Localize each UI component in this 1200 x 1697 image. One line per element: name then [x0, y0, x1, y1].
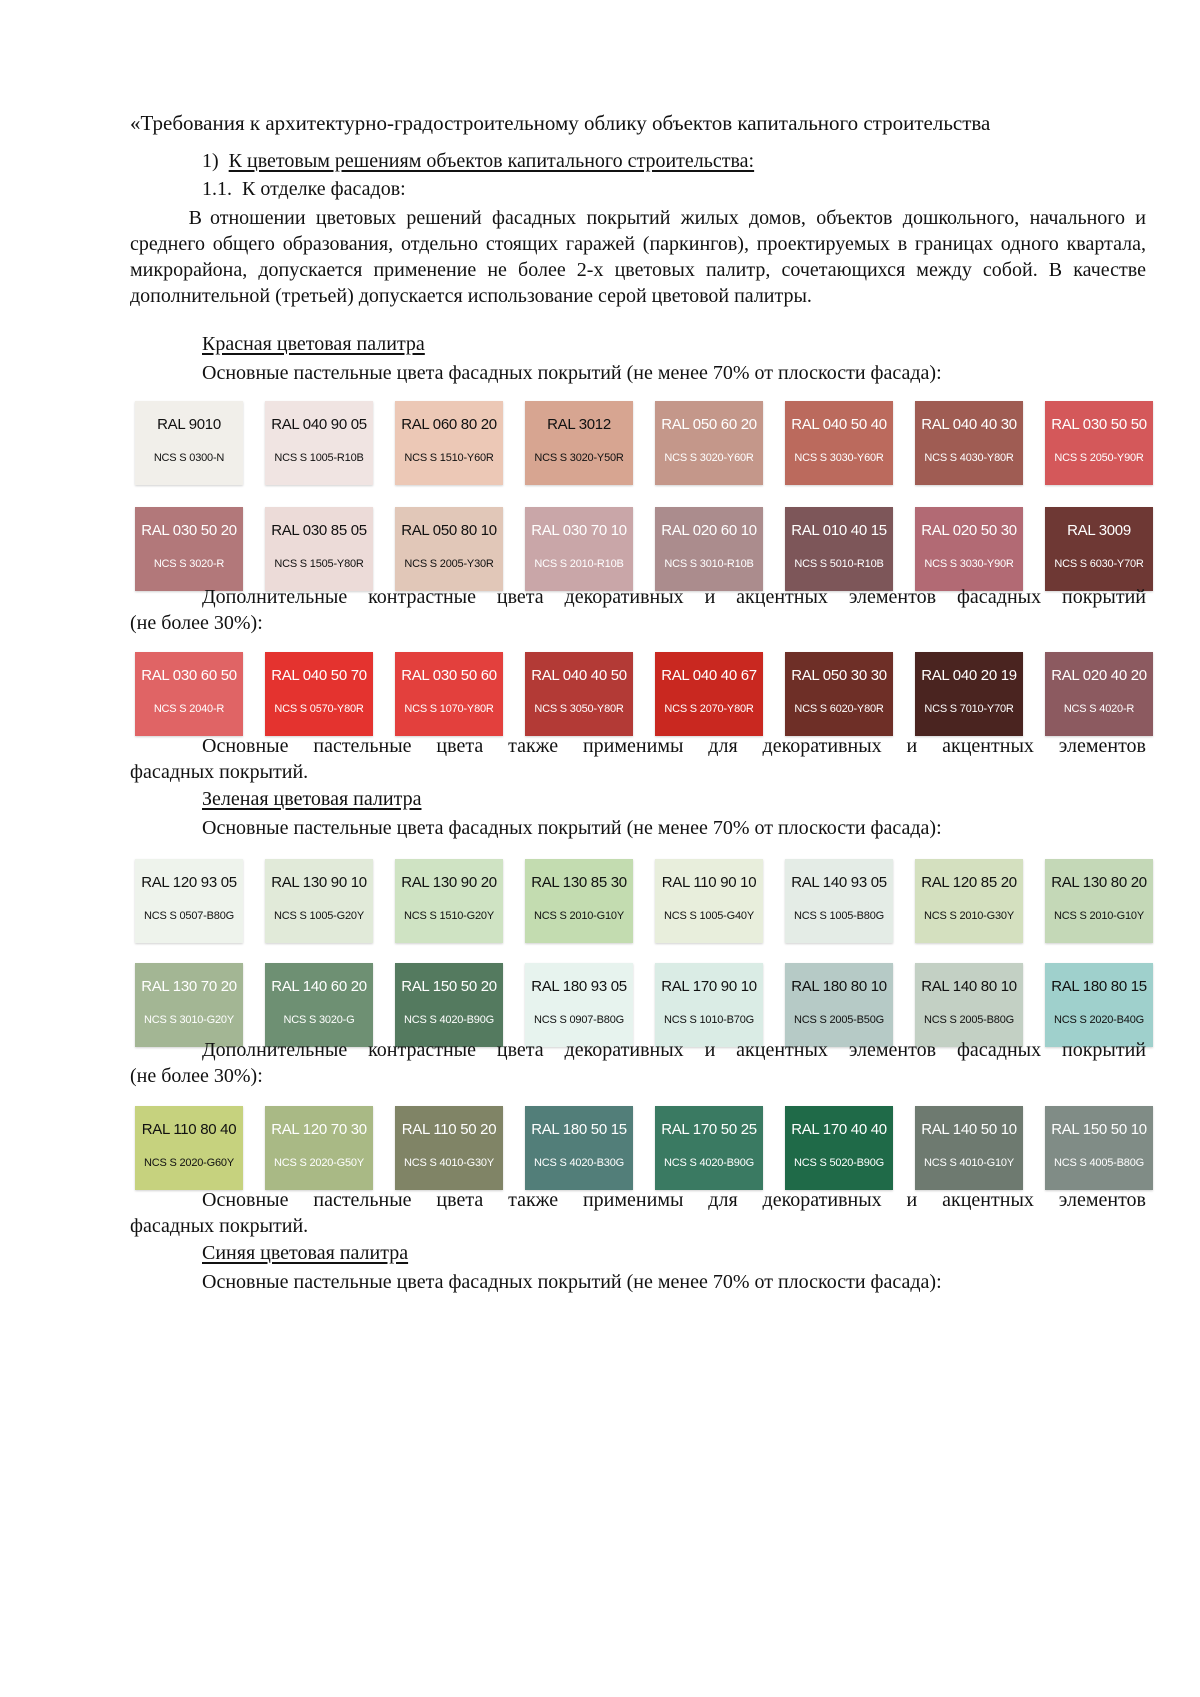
document-title: «Требования к архитектурно-градостроительному облику объектов капитального строительства	[130, 111, 991, 135]
red-note-cont: фасадных покрытий.	[130, 761, 309, 783]
swatch-ncs-code: NCS S 3010-R10B	[664, 558, 754, 570]
color-swatch	[785, 401, 893, 485]
color-swatch	[1045, 507, 1153, 591]
swatch-ncs-code: NCS S 2010-G10Y	[1054, 910, 1144, 922]
swatch-ral-code: RAL 030 85 05	[271, 522, 367, 539]
swatch-ral-code: RAL 140 93 05	[791, 874, 887, 891]
swatch-ral-code: RAL 050 30 30	[791, 667, 887, 684]
swatch-ncs-code: NCS S 2040-R	[153, 703, 225, 715]
green-main-caption: Основные пастельные цвета фасадных покрытий (не менее 70% от плоскости фасада):	[202, 817, 942, 839]
color-swatch	[1045, 963, 1153, 1047]
subsection-number: 1.1.	[202, 178, 232, 200]
swatch-ncs-code: NCS S 6030-Y70R	[1054, 558, 1144, 570]
green-palette-heading: Зеленая цветовая палитра	[202, 788, 422, 810]
swatch-ral-code: RAL 040 40 67	[661, 667, 757, 684]
color-swatch	[655, 401, 763, 485]
swatch-ral-code: RAL 040 50 70	[271, 667, 367, 684]
swatch-ral-code: RAL 150 50 10	[1051, 1121, 1147, 1138]
color-swatch	[785, 1106, 893, 1190]
swatch-ncs-code: NCS S 0507-B80G	[144, 910, 234, 922]
color-swatch	[265, 963, 373, 1047]
swatch-ncs-code: NCS S 2005-B50G	[794, 1014, 884, 1026]
red-accent-swatches	[135, 652, 1155, 736]
color-swatch	[655, 859, 763, 943]
swatch-ral-code: RAL 150 50 20	[401, 978, 497, 995]
color-swatch	[265, 401, 373, 485]
swatch-ral-code: RAL 030 50 50	[1051, 416, 1147, 433]
swatch-ncs-code: NCS S 1005-R10B	[274, 452, 364, 464]
swatch-ncs-code: NCS S 2020-B40G	[1054, 1014, 1144, 1026]
swatch-ncs-code: NCS S 0300-N	[153, 452, 225, 464]
red-note: Основные пастельные цвета также применимы для декоративных и акцентных элементов	[202, 735, 1146, 757]
swatch-ncs-code: NCS S 2020-G60Y	[144, 1157, 234, 1169]
swatch-ral-code: RAL 130 90 20	[401, 874, 497, 891]
swatch-ral-code: RAL 130 90 10	[271, 874, 367, 891]
swatch-ncs-code: NCS S 4005-B80G	[1054, 1157, 1144, 1169]
swatch-ral-code: RAL 110 90 10	[661, 874, 757, 891]
swatch-ral-code: RAL 040 90 05	[271, 416, 367, 433]
color-swatch	[395, 401, 503, 485]
swatch-ral-code: RAL 110 80 40	[141, 1121, 237, 1138]
swatch-ncs-code: NCS S 2010-G10Y	[534, 910, 624, 922]
color-swatch	[1045, 1106, 1153, 1190]
green-accent-swatches	[135, 1106, 1155, 1190]
green-accent-caption: Дополнительные контрастные цвета декоративных и акцентных элементов фасадных покрытий	[202, 1039, 1146, 1061]
subsection-label: К отделке фасадов:	[242, 178, 406, 200]
swatch-ral-code: RAL 130 70 20	[141, 978, 237, 995]
swatch-ncs-code: NCS S 3020-Y50R	[534, 452, 624, 464]
swatch-ncs-code: NCS S 3020-Y60R	[664, 452, 754, 464]
swatch-ral-code: RAL 040 50 40	[791, 416, 887, 433]
swatch-ral-code: RAL 050 80 10	[401, 522, 497, 539]
swatch-ncs-code: NCS S 1510-G20Y	[404, 910, 494, 922]
subsection-heading	[202, 176, 1146, 202]
swatch-ral-code: RAL 020 60 10	[661, 522, 757, 539]
swatch-ncs-code: NCS S 3050-Y80R	[534, 703, 624, 715]
section-heading	[202, 148, 1146, 174]
swatch-ncs-code: NCS S 6020-Y80R	[794, 703, 884, 715]
swatch-ral-code: RAL 040 40 30	[921, 416, 1017, 433]
swatch-ncs-code: NCS S 2005-Y30R	[404, 558, 494, 570]
swatch-ncs-code: NCS S 2005-B80G	[924, 1014, 1014, 1026]
swatch-ral-code: RAL 040 20 19	[921, 667, 1017, 684]
blue-main-caption: Основные пастельные цвета фасадных покрытий (не менее 70% от плоскости фасада):	[202, 1271, 942, 1293]
intro-paragraph	[130, 205, 1146, 309]
color-swatch	[655, 1106, 763, 1190]
color-swatch	[655, 507, 763, 591]
color-swatch	[785, 652, 893, 736]
swatch-ral-code: RAL 170 40 40	[791, 1121, 887, 1138]
color-swatch	[655, 652, 763, 736]
swatch-ncs-code: NCS S 1070-Y80R	[404, 703, 494, 715]
swatch-ral-code: RAL 120 93 05	[141, 874, 237, 891]
color-swatch	[395, 1106, 503, 1190]
color-swatch	[265, 507, 373, 591]
swatch-ral-code: RAL 050 60 20	[661, 416, 757, 433]
swatch-ral-code: RAL 040 40 50	[531, 667, 627, 684]
red-main-caption: Основные пастельные цвета фасадных покрытий (не менее 70% от плоскости фасада):	[202, 362, 942, 384]
color-swatch	[785, 507, 893, 591]
color-swatch	[915, 401, 1023, 485]
section-label: К цветовым решениям объектов капитального строительства:	[228, 150, 755, 172]
green-note-cont: фасадных покрытий.	[130, 1215, 309, 1237]
green-accent-caption-cont: (не более 30%):	[130, 1065, 263, 1087]
swatch-ncs-code: NCS S 7010-Y70R	[924, 703, 1014, 715]
section-number: 1)	[202, 150, 219, 172]
swatch-ral-code: RAL 130 80 20	[1051, 874, 1147, 891]
swatch-ncs-code: NCS S 3030-Y90R	[924, 558, 1014, 570]
color-swatch	[525, 652, 633, 736]
swatch-ncs-code: NCS S 5020-B90G	[794, 1157, 884, 1169]
color-swatch	[395, 859, 503, 943]
swatch-ral-code: RAL 140 50 10	[921, 1121, 1017, 1138]
swatch-ral-code: RAL 180 93 05	[531, 978, 627, 995]
swatch-ncs-code: NCS S 1010-B70G	[664, 1014, 754, 1026]
color-swatch	[265, 1106, 373, 1190]
color-swatch	[915, 963, 1023, 1047]
color-swatch	[135, 652, 243, 736]
swatch-ncs-code: NCS S 4020-R	[1063, 703, 1135, 715]
swatch-ncs-code: NCS S 4010-G30Y	[404, 1157, 494, 1169]
color-swatch	[265, 859, 373, 943]
color-swatch	[785, 963, 893, 1047]
color-swatch	[915, 859, 1023, 943]
swatch-ncs-code: NCS S 1005-G20Y	[274, 910, 364, 922]
color-swatch	[785, 859, 893, 943]
swatch-ncs-code: NCS S 4010-G10Y	[924, 1157, 1014, 1169]
swatch-ral-code: RAL 020 50 30	[921, 522, 1017, 539]
intro-text: отношении цветовых решений фасадных покрытий жилых домов, объектов дошкольного, начального и среднего общего образования, отдельно стоящих гаражей (паркингов), проектируемых в границах одного квартала, микрорайона, допускается применение не более 2-х цветовых палитр, сочетающихся между собой. В качестве дополнительной (третьей) допускается использование серой цветовой палитры.	[130, 207, 1146, 307]
color-swatch	[525, 401, 633, 485]
red-accent-caption-cont: (не более 30%):	[130, 612, 263, 634]
swatch-ncs-code: NCS S 1005-G40Y	[664, 910, 754, 922]
blue-palette-heading: Синяя цветовая палитра	[202, 1242, 409, 1264]
swatch-ncs-code: NCS S 2070-Y80R	[664, 703, 754, 715]
color-swatch	[395, 507, 503, 591]
swatch-ncs-code: NCS S 1505-Y80R	[274, 558, 364, 570]
red-palette-heading: Красная цветовая палитра	[202, 333, 425, 355]
green-note: Основные пастельные цвета также применимы для декоративных и акцентных элементов	[202, 1189, 1146, 1211]
swatch-ral-code: RAL 020 40 20	[1051, 667, 1147, 684]
color-swatch	[135, 507, 243, 591]
swatch-ral-code: RAL 9010	[157, 416, 221, 433]
swatch-ral-code: RAL 180 50 15	[531, 1121, 627, 1138]
swatch-ncs-code: NCS S 0907-B80G	[534, 1014, 624, 1026]
color-swatch	[265, 652, 373, 736]
color-swatch	[915, 652, 1023, 736]
swatch-ral-code: RAL 060 80 20	[401, 416, 497, 433]
color-swatch	[525, 1106, 633, 1190]
swatch-ncs-code: NCS S 1510-Y60R	[404, 452, 494, 464]
swatch-ncs-code: NCS S 3020-R	[153, 558, 225, 570]
swatch-ncs-code: NCS S 3030-Y60R	[794, 452, 884, 464]
red-main-swatches	[135, 401, 1155, 591]
color-swatch	[395, 963, 503, 1047]
color-swatch	[525, 963, 633, 1047]
swatch-ral-code: RAL 030 60 50	[141, 667, 237, 684]
swatch-ncs-code: NCS S 4020-B90G	[404, 1014, 494, 1026]
color-swatch	[135, 963, 243, 1047]
swatch-ral-code: RAL 3012	[547, 416, 611, 433]
swatch-ral-code: RAL 180 80 10	[791, 978, 887, 995]
swatch-ral-code: RAL 030 50 60	[401, 667, 497, 684]
swatch-ncs-code: NCS S 4030-Y80R	[924, 452, 1014, 464]
color-swatch	[395, 652, 503, 736]
color-swatch	[1045, 859, 1153, 943]
swatch-ncs-code: NCS S 2020-G50Y	[274, 1157, 364, 1169]
color-swatch	[525, 859, 633, 943]
swatch-ral-code: RAL 180 80 15	[1051, 978, 1147, 995]
swatch-ral-code: RAL 130 85 30	[531, 874, 627, 891]
color-swatch	[135, 1106, 243, 1190]
swatch-ncs-code: NCS S 3010-G20Y	[144, 1014, 234, 1026]
intro-first-word: В	[188, 207, 202, 229]
color-swatch	[135, 401, 243, 485]
swatch-ncs-code: NCS S 3020-G	[283, 1014, 355, 1026]
color-swatch	[1045, 401, 1153, 485]
swatch-ral-code: RAL 140 80 10	[921, 978, 1017, 995]
swatch-ncs-code: NCS S 5010-R10B	[794, 558, 884, 570]
color-swatch	[1045, 652, 1153, 736]
swatch-ral-code: RAL 120 70 30	[271, 1121, 367, 1138]
swatch-ncs-code: NCS S 0570-Y80R	[274, 703, 364, 715]
swatch-ral-code: RAL 170 50 25	[661, 1121, 757, 1138]
red-accent-caption: Дополнительные контрастные цвета декоративных и акцентных элементов фасадных покрытий	[202, 586, 1146, 608]
color-swatch	[525, 507, 633, 591]
color-swatch	[915, 507, 1023, 591]
color-swatch	[655, 963, 763, 1047]
swatch-ncs-code: NCS S 2050-Y90R	[1054, 452, 1144, 464]
swatch-ncs-code: NCS S 4020-B90G	[664, 1157, 754, 1169]
swatch-ral-code: RAL 110 50 20	[401, 1121, 497, 1138]
swatch-ncs-code: NCS S 2010-G30Y	[924, 910, 1014, 922]
swatch-ncs-code: NCS S 4020-B30G	[534, 1157, 624, 1169]
swatch-ral-code: RAL 030 70 10	[531, 522, 627, 539]
swatch-ral-code: RAL 3009	[1067, 522, 1131, 539]
swatch-ral-code: RAL 120 85 20	[921, 874, 1017, 891]
swatch-ncs-code: NCS S 1005-B80G	[794, 910, 884, 922]
green-main-swatches	[135, 859, 1155, 1047]
swatch-ral-code: RAL 010 40 15	[791, 522, 887, 539]
color-swatch	[915, 1106, 1023, 1190]
color-swatch	[135, 859, 243, 943]
swatch-ral-code: RAL 030 50 20	[141, 522, 237, 539]
swatch-ral-code: RAL 140 60 20	[271, 978, 367, 995]
swatch-ral-code: RAL 170 90 10	[661, 978, 757, 995]
swatch-ncs-code: NCS S 2010-R10B	[534, 558, 624, 570]
